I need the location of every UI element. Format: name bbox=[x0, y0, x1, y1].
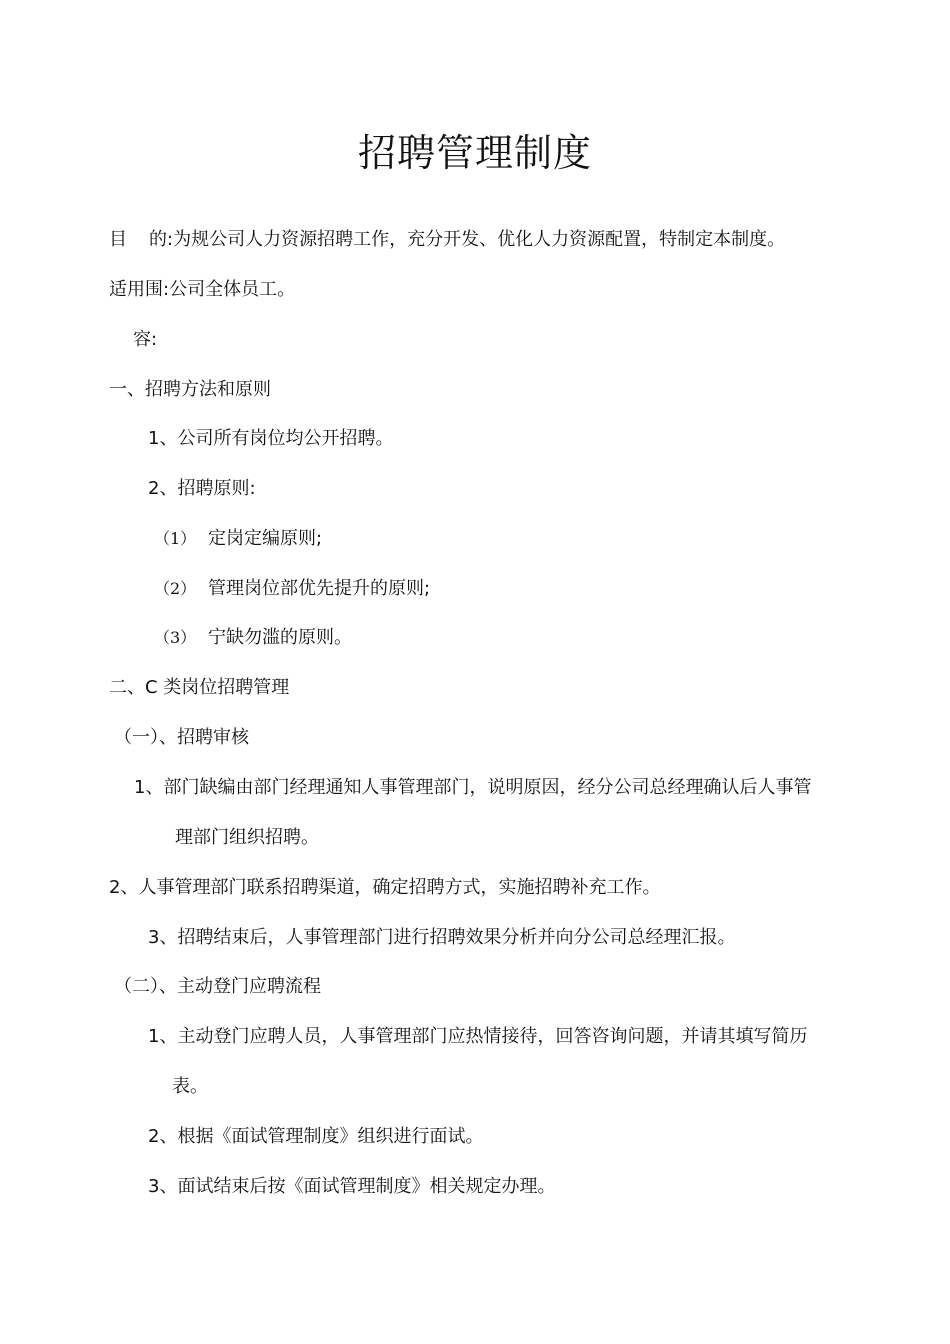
section2-part2-item3: 3、面试结束后按《面试管理制度》相关规定办理。 bbox=[148, 1176, 556, 1197]
subitem-text: 宁缺勿滥的原则。 bbox=[208, 627, 352, 648]
scope-text: 公司全体员工。 bbox=[169, 279, 296, 300]
purpose-label-a: 目 bbox=[109, 229, 127, 250]
scope-line bbox=[109, 278, 295, 302]
section1-heading: 一、招聘方法和原则 bbox=[109, 379, 271, 400]
document-title: 招聘管理制度 bbox=[357, 131, 592, 175]
section2-part2-item2: 2、根据《面试管理制度》组织进行面试。 bbox=[148, 1126, 484, 1147]
section2-part1-heading: （一）、招聘审核 bbox=[114, 727, 249, 748]
content-label: 容: bbox=[133, 329, 158, 350]
section2-part1-item2: 2、人事管理部门联系招聘渠道，确定招聘方式，实施招聘补充工作。 bbox=[109, 877, 661, 898]
section2-part2-item1-line2: 表。 bbox=[172, 1076, 208, 1097]
section2-part1-item3: 3、招聘结束后，人事管理部门进行招聘效果分析并向分公司总经理汇报。 bbox=[148, 927, 736, 948]
section2-part1-item1-line1: 1、部门缺编由部门经理通知人事管理部门，说明原因，经分公司总经理确认后人事管 bbox=[134, 777, 812, 798]
section1-subitem bbox=[154, 527, 322, 551]
subitem-text: 定岗定编原则; bbox=[208, 528, 323, 549]
purpose-text: 为规公司人力资源招聘工作，充分开发、优化人力资源配置，特制定本制度。 bbox=[173, 229, 786, 250]
subitem-text: 管理岗位部优先提升的原则; bbox=[208, 578, 431, 599]
scope-label: 适用围: bbox=[109, 279, 170, 300]
section1-item1: 1、公司所有岗位均公开招聘。 bbox=[148, 428, 394, 449]
section1-subitem bbox=[154, 577, 430, 601]
subitem-number: （1） bbox=[154, 529, 197, 548]
subitem-number: （3） bbox=[154, 628, 197, 647]
section2-part2-item1-line1: 1、主动登门应聘人员，人事管理部门应热情接待，回答咨询问题，并请其填写简历 bbox=[148, 1026, 808, 1047]
purpose-label-b: 的: bbox=[149, 229, 174, 250]
purpose-line bbox=[109, 228, 785, 252]
section1-item2: 2、招聘原则: bbox=[148, 478, 256, 499]
section1-subitem bbox=[154, 626, 352, 650]
subitem-number: （2） bbox=[154, 579, 197, 598]
section2-part2-heading: （二）、主动登门应聘流程 bbox=[114, 976, 321, 997]
section2-heading: 二、C 类岗位招聘管理 bbox=[109, 677, 290, 698]
section2-part1-item1-line2: 理部门组织招聘。 bbox=[175, 827, 319, 848]
